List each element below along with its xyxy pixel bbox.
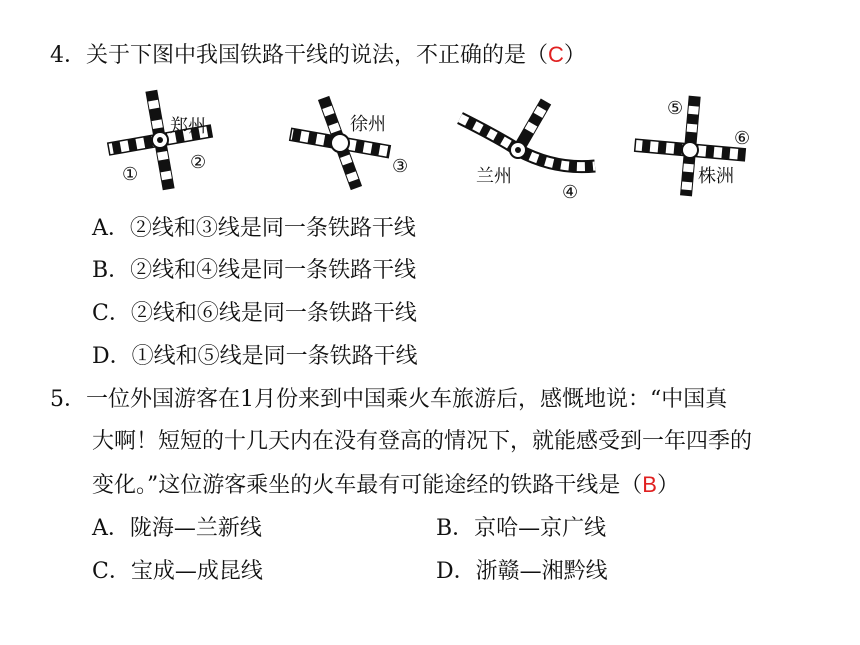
xuzhou-label: 徐州 (350, 114, 386, 135)
line-5-label: ⑤ (667, 98, 684, 119)
zhengzhou-label: 郑州 (170, 116, 206, 137)
option-text: 京哈—京广线 (474, 516, 607, 541)
q4-option-b (92, 256, 416, 286)
question-text-end: ） (563, 43, 586, 68)
option-letter: D． (92, 344, 132, 369)
zhuzhou-junction (635, 96, 750, 197)
q5-option-b (436, 514, 606, 544)
q5-option-d (436, 557, 608, 587)
option-letter: D． (436, 559, 476, 584)
railway-junction-diagrams (100, 88, 800, 208)
question-text: 一位外国游客在1月份来到中国乘火车旅游后，感慨地说：“中国真 (86, 387, 728, 412)
option-letter: A． (92, 216, 130, 241)
line-3-label: ③ (392, 156, 409, 177)
line-1-label: ① (122, 164, 139, 185)
q5-option-c (92, 557, 263, 587)
option-letter: A． (92, 516, 130, 541)
q5-option-a (92, 514, 262, 544)
zhengzhou-junction (100, 88, 220, 198)
question-text: 大啊！短短的十几天内在没有登高的情况下，就能感受到一年四季的 (92, 429, 753, 454)
option-letter: B． (92, 258, 131, 283)
line-4-label: ④ (562, 182, 579, 203)
option-text: ②线和⑥线是同一条铁路干线 (130, 301, 417, 326)
answer-mark: B (642, 472, 657, 497)
option-text: ①线和⑤线是同一条铁路干线 (131, 344, 418, 369)
question-text: 变化。”这位游客乘坐的火车最有可能途经的铁路干线是（ (92, 473, 643, 498)
lanzhou-junction (460, 99, 595, 203)
option-letter: B． (436, 516, 475, 541)
line-2-label: ② (190, 152, 207, 173)
q4-option-a (92, 214, 416, 244)
question-number: 5． (50, 387, 86, 412)
option-text: 浙赣—湘黔线 (475, 559, 608, 584)
option-text: ②线和④线是同一条铁路干线 (130, 258, 417, 283)
option-text: 陇海—兰新线 (129, 516, 262, 541)
question-text-end: ） (656, 473, 679, 498)
question-text: 关于下图中我国铁路干线的说法，不正确的是（ (86, 43, 549, 68)
question-5-line-2 (92, 427, 752, 457)
question-4-stem (50, 40, 586, 71)
answer-mark: C (548, 42, 564, 67)
question-5-line-1 (50, 385, 727, 415)
question-5-line-3 (92, 470, 679, 501)
lanzhou-label: 兰州 (476, 166, 512, 187)
xuzhou-junction (290, 96, 408, 190)
option-text: ②线和③线是同一条铁路干线 (129, 216, 416, 241)
question-number: 4． (50, 43, 86, 68)
option-letter: C． (92, 301, 131, 326)
option-letter: C． (92, 559, 131, 584)
q4-option-d (92, 342, 418, 372)
zhuzhou-label: 株洲 (698, 166, 734, 187)
line-6-label: ⑥ (734, 128, 751, 149)
option-text: 宝成—成昆线 (130, 559, 263, 584)
q4-option-c (92, 299, 417, 329)
